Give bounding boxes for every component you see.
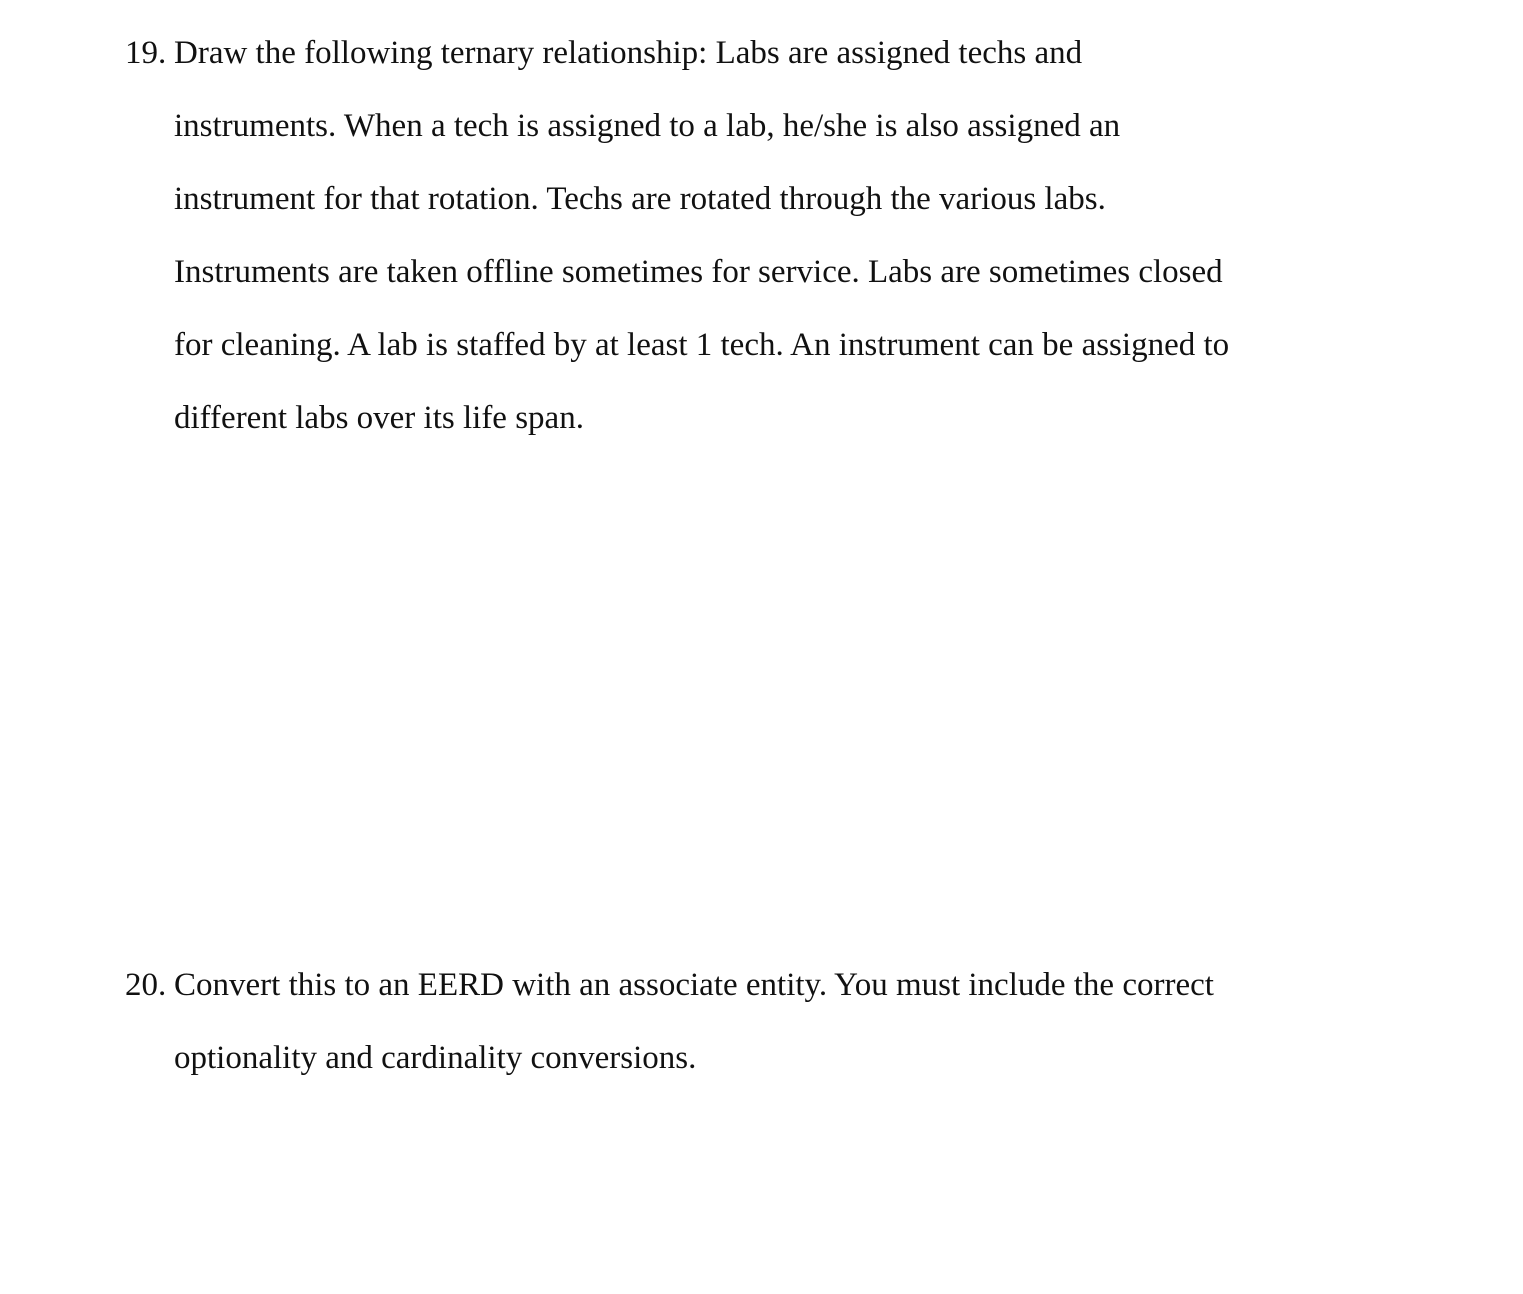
question-text-line: Draw the following ternary relationship: Labs are assigned techs and (174, 35, 1083, 71)
question-text-line: optionality and cardinality conversions. (174, 1040, 697, 1076)
question-19 (125, 17, 1365, 455)
question-text-line: different labs over its life span. (174, 400, 584, 436)
question-text-line: Convert this to an EERD with an associate entity. You must include the correct (174, 967, 1214, 1003)
question-number: 19. (125, 35, 167, 71)
question-20 (125, 949, 1365, 1095)
question-number: 20. (125, 967, 167, 1003)
question-text-line: instruments. When a tech is assigned to a lab, he/she is also assigned an (174, 108, 1121, 144)
question-text-line: Instruments are taken offline sometimes for service. Labs are sometimes closed (174, 254, 1223, 290)
question-text-line: instrument for that rotation. Techs are rotated through the various labs. (174, 181, 1106, 217)
question-text-line: for cleaning. A lab is staffed by at least 1 tech. An instrument can be assigned to (174, 327, 1230, 363)
